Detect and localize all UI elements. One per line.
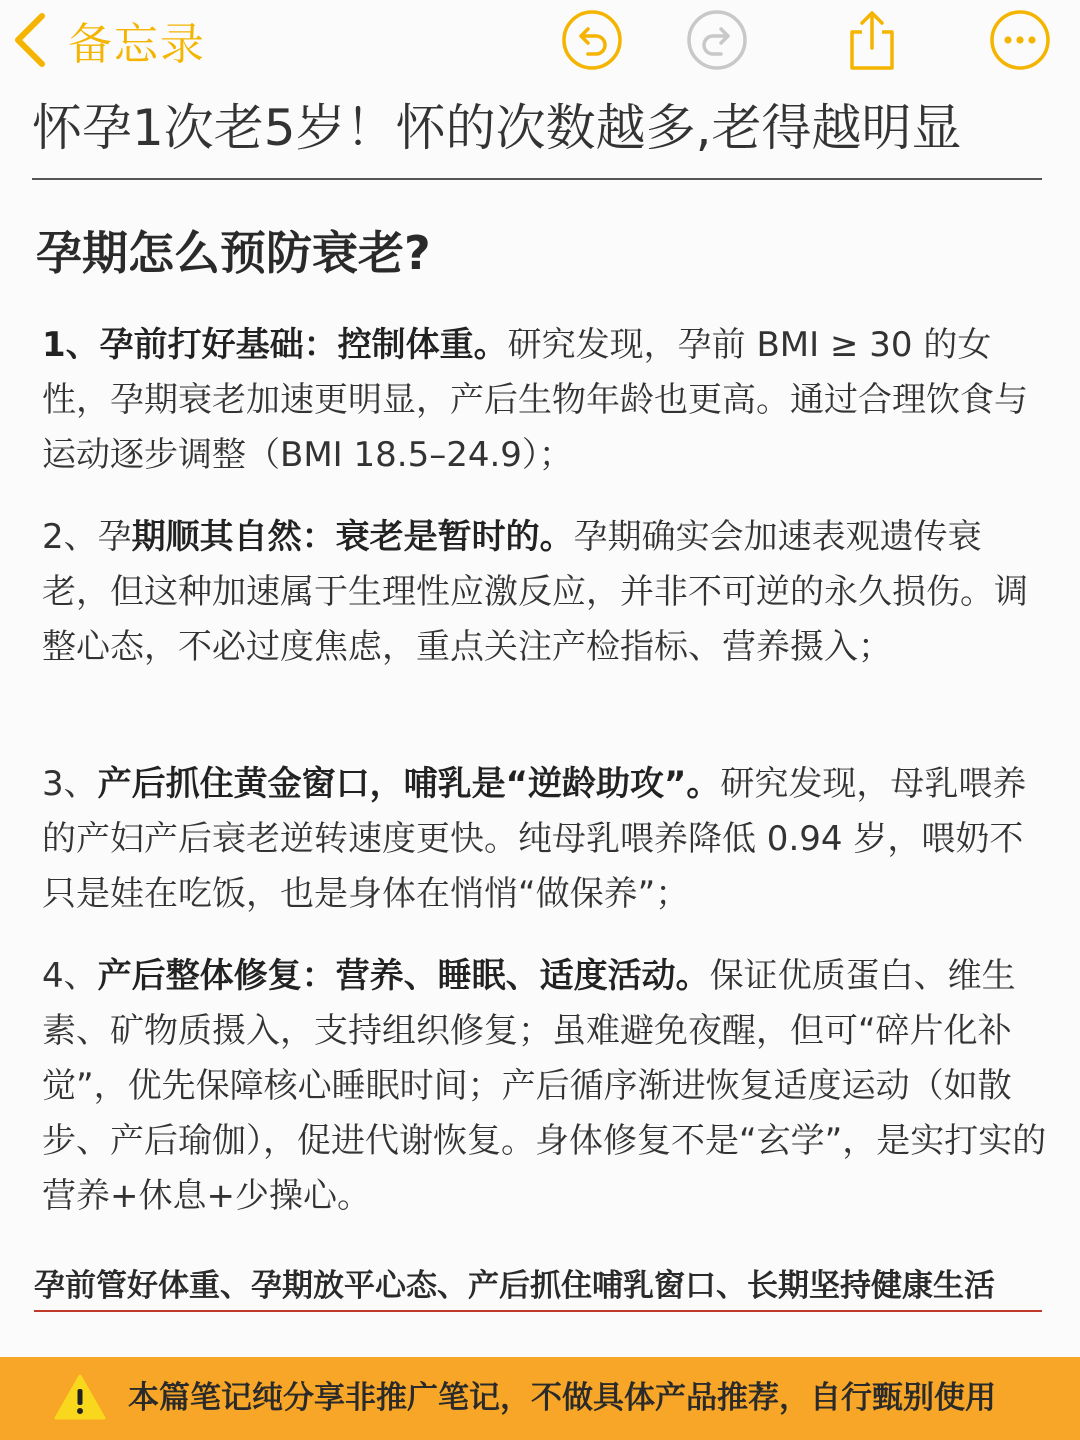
tip-number: 2、孕	[42, 517, 132, 557]
tip-paragraph-1[interactable]	[42, 318, 1047, 483]
tip-body: 保证优质蛋白、维生素、矿物质摄入，支持组织修复；虽难避免夜醒，但可“碎片化补觉”，优先保障核心睡眠时间；产后循序渐进恢复适度运动（如散步、产后瑜伽），促进代谢恢复。身体修复不是“玄学”，是实打实的营养+休息+少操心。	[42, 956, 1047, 1216]
disclaimer-banner	[0, 1357, 1080, 1440]
disclaimer-text: 本篇笔记纯分享非推广笔记，不做具体产品推荐，自行甄别使用	[128, 1380, 996, 1416]
tip-body: 孕期确实会加速表观遗传衰老，但这种加速属于生理性应激反应，并非不可逆的永久损伤。调整心态，不必过度焦虑，重点关注产检指标、营养摄入；	[42, 517, 1028, 667]
warning-icon	[54, 1373, 106, 1421]
tip-paragraph-2[interactable]	[42, 510, 1047, 675]
tip-bold-lead: 孕前打好基础：控制体重。	[99, 325, 508, 365]
share-icon	[840, 8, 904, 72]
share-button[interactable]	[840, 8, 904, 72]
more-icon	[988, 8, 1052, 72]
chevron-left-icon	[12, 12, 46, 68]
tip-paragraph-4[interactable]	[42, 949, 1047, 1224]
section-heading[interactable]: 孕期怎么预防衰老?	[36, 226, 431, 280]
tip-paragraph-3[interactable]	[42, 757, 1047, 922]
undo-icon	[560, 8, 624, 72]
tip-body: 研究发现，母乳喂养的产妇产后衰老逆转速度更快。纯母乳喂养降低 0.94 岁，喂奶不只是娃在吃饭，也是身体在悄悄“做保养”；	[42, 764, 1027, 914]
tip-number: 1、	[42, 325, 100, 365]
back-button[interactable]	[12, 10, 206, 70]
tip-bold-lead: 产后抓住黄金窗口，哺乳是“逆龄助攻”。	[97, 764, 721, 804]
undo-button[interactable]	[560, 8, 624, 72]
redo-button[interactable]	[685, 8, 749, 72]
title-divider	[32, 178, 1042, 180]
redo-icon	[685, 8, 749, 72]
tip-bold-lead: 产后整体修复：营养、睡眠、适度活动。	[97, 956, 710, 996]
summary-line[interactable]: 孕前管好体重、孕期放平心态、产后抓住哺乳窗口、长期坚持健康生活	[34, 1268, 995, 1304]
tip-body: 研究发现，孕前 BMI ≥ 30 的女性，孕期衰老加速更明显，产后生物年龄也更高。通过合理饮食与运动逐步调整（BMI 18.5–24.9）；	[42, 325, 1028, 475]
top-toolbar	[0, 0, 1080, 88]
summary-underline	[34, 1310, 1042, 1312]
tip-number: 3、	[42, 764, 98, 804]
tip-number: 4、	[42, 956, 98, 996]
tip-bold-lead: 期顺其自然：衰老是暂时的。	[131, 517, 574, 557]
more-button[interactable]	[988, 8, 1052, 72]
back-label: 备忘录	[68, 19, 206, 70]
note-title[interactable]: 怀孕1次老5岁！怀的次数越多,老得越明显	[32, 99, 962, 157]
